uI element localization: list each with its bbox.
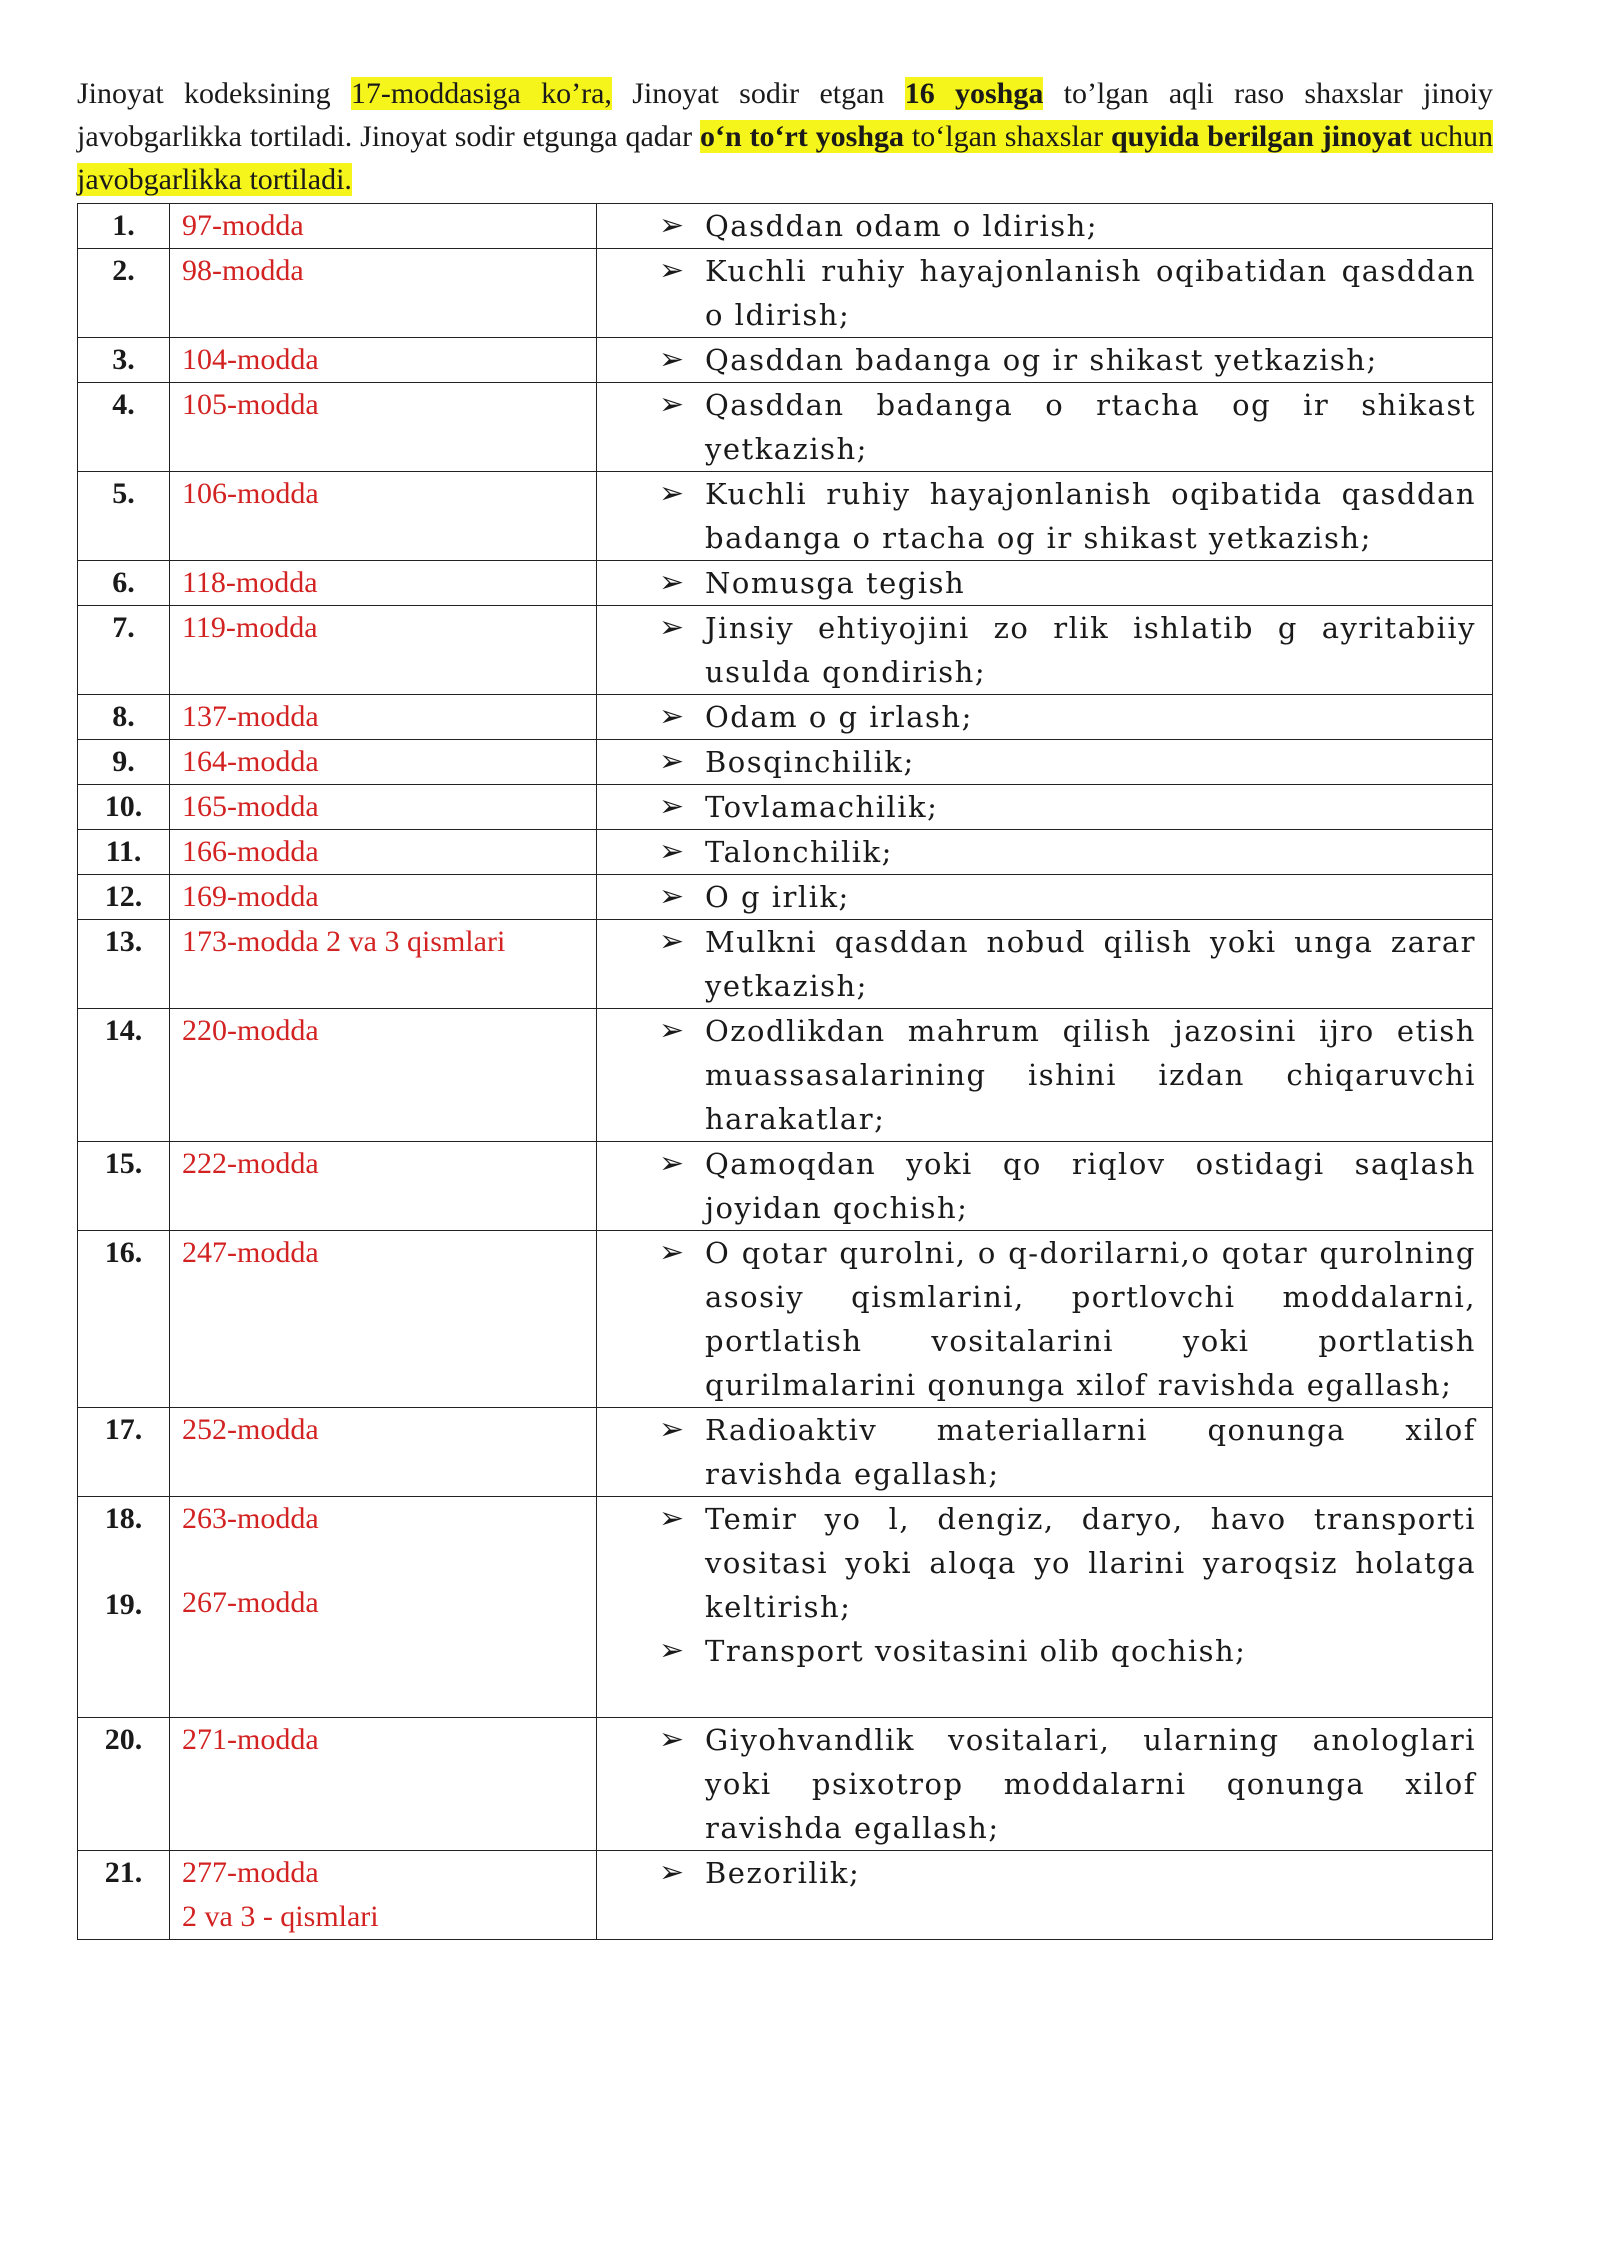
row-number-cell <box>78 875 170 920</box>
intro-highlight-age14: o‘n to‘rt yoshga <box>699 120 905 153</box>
arrow-bullet-icon: ➢ <box>659 924 686 959</box>
article-cell <box>170 1009 597 1142</box>
row-number: 13. <box>104 925 143 958</box>
arrow-bullet-icon: ➢ <box>659 1722 686 1757</box>
row-number-cell <box>78 472 170 561</box>
arrow-bullet-icon: ➢ <box>659 1146 686 1181</box>
arrow-bullet-icon: ➢ <box>659 1633 686 1668</box>
row-number-cell <box>78 1009 170 1142</box>
row-number: 2. <box>112 254 135 287</box>
description-cell <box>597 1142 1493 1231</box>
intro-highlight-end: uchun javobgarlikka tortiladi. <box>77 120 1494 196</box>
table-row <box>78 383 1493 472</box>
arrow-bullet-icon: ➢ <box>659 1412 686 1447</box>
article-cell <box>170 1851 597 1940</box>
row-number-cell <box>78 338 170 383</box>
description-cell <box>597 830 1493 875</box>
table-row <box>78 830 1493 875</box>
row-number: 15. <box>104 1147 143 1180</box>
row-number: 19. <box>104 1588 143 1621</box>
crime-description: Giyohvandlik vositalari, ularning anologlari yoki psixotrop moddalarni qonunga xilof ravishda egallash; <box>705 1723 1476 1845</box>
article-label: 105-modda <box>182 388 319 421</box>
crimes-table <box>77 203 1493 1940</box>
crime-description: O g irlik; <box>705 880 850 914</box>
crime-description: Kuchli ruhiy hayajonlanish oqibatida qasddan badanga o rtacha og ir shikast yetkazish; <box>705 477 1476 555</box>
arrow-bullet-icon: ➢ <box>659 744 686 779</box>
crime-description: Ozodlikdan mahrum qilish jazosini ijro etish muassasalarining ishini izdan chiqaruvchi harakatlar; <box>705 1014 1476 1136</box>
crime-description: O qotar qurolni, o q-dorilarni,o qotar qurolning asosiy qismlarini, portlovchi moddalarni, portlatish vositalarini yoki portlatish qurilmalarini qonunga xilof ravishda egallash; <box>705 1236 1476 1402</box>
crime-description: Temir yo l, dengiz, daryo, havo transporti vositasi yoki aloqa yo llarini yaroqsiz holatga keltirish; <box>705 1502 1476 1624</box>
crime-description: Qasddan badanga o rtacha og ir shikast yetkazish; <box>705 388 1476 466</box>
table-row <box>78 785 1493 830</box>
article-label: 97-modda <box>182 209 304 242</box>
table-row <box>78 606 1493 695</box>
row-number: 17. <box>104 1413 143 1446</box>
description-cell <box>597 383 1493 472</box>
description-cell <box>597 204 1493 249</box>
row-number: 5. <box>112 477 135 510</box>
row-number-cell <box>78 249 170 338</box>
description-cell <box>597 1497 1493 1718</box>
row-number-cell <box>78 1497 170 1718</box>
arrow-bullet-icon: ➢ <box>659 476 686 511</box>
description-cell <box>597 1009 1493 1142</box>
article-label: 220-modda <box>182 1014 319 1047</box>
table-row <box>78 1231 1493 1408</box>
article-label: 247-modda <box>182 1236 319 1269</box>
intro-text-2: Jinoyat sodir etgan <box>611 77 905 110</box>
description-cell <box>597 920 1493 1009</box>
article-cell <box>170 875 597 920</box>
row-number-cell <box>78 606 170 695</box>
table-row <box>78 1009 1493 1142</box>
row-number: 3. <box>112 343 135 376</box>
document-page <box>77 72 1493 1940</box>
intro-paragraph <box>77 72 1493 201</box>
table-row <box>78 338 1493 383</box>
article-label: 165-modda <box>182 790 319 823</box>
table-row <box>78 875 1493 920</box>
arrow-bullet-icon: ➢ <box>659 387 686 422</box>
intro-text-3: to’lgan aqli raso shaxslar jinoiy javobgarlikka tortiladi. Jinoyat sodir etgunga qadar <box>77 77 1493 153</box>
row-number: 16. <box>104 1236 143 1269</box>
arrow-bullet-icon: ➢ <box>659 879 686 914</box>
arrow-bullet-icon: ➢ <box>659 789 686 824</box>
table-row <box>78 1718 1493 1851</box>
article-cell <box>170 695 597 740</box>
row-number: 4. <box>112 388 135 421</box>
crime-description: Tovlamachilik; <box>705 790 939 824</box>
table-row <box>78 740 1493 785</box>
row-number: 7. <box>112 611 135 644</box>
table-row <box>78 561 1493 606</box>
article-cell <box>170 830 597 875</box>
intro-highlight-article: 17-moddasiga ko’ra, <box>350 77 612 110</box>
crime-description: Nomusga tegish <box>705 566 966 600</box>
row-number-cell <box>78 1718 170 1851</box>
crime-description: Qamoqdan yoki qo riqlov ostidagi saqlash joyidan qochish; <box>705 1147 1476 1225</box>
row-number: 20. <box>104 1723 143 1756</box>
row-number: 18. <box>104 1502 143 1535</box>
table-row <box>78 1497 1493 1718</box>
intro-text-1: Jinoyat kodeksining <box>77 77 351 110</box>
table-row <box>78 204 1493 249</box>
article-label: 104-modda <box>182 343 319 376</box>
intro-highlight-crime: quyida berilgan jinoyat <box>1110 120 1412 153</box>
description-cell <box>597 606 1493 695</box>
article-cell <box>170 740 597 785</box>
row-number-cell <box>78 920 170 1009</box>
row-number: 11. <box>105 835 142 868</box>
spacer <box>182 1541 596 1585</box>
article-cell <box>170 338 597 383</box>
row-number: 10. <box>104 790 143 823</box>
article-label: 267-modda <box>182 1586 319 1619</box>
article-cell <box>170 1408 597 1497</box>
arrow-bullet-icon: ➢ <box>659 1235 686 1270</box>
table-row <box>78 1851 1493 1940</box>
table-row <box>78 1142 1493 1231</box>
article-label: 118-modda <box>182 566 318 599</box>
article-label: 277-modda <box>182 1856 319 1889</box>
article-cell <box>170 1231 597 1408</box>
arrow-bullet-icon: ➢ <box>659 834 686 869</box>
row-number: 9. <box>112 745 135 778</box>
crime-description: Jinsiy ehtiyojini zo rlik ishlatib g ayritabiiy usulda qondirish; <box>705 611 1476 689</box>
table-row <box>78 472 1493 561</box>
crime-description: Qasddan badanga og ir shikast yetkazish; <box>705 343 1378 377</box>
description-cell <box>597 249 1493 338</box>
row-number: 14. <box>104 1014 143 1047</box>
row-number-cell <box>78 561 170 606</box>
row-number-cell <box>78 1231 170 1408</box>
article-cell <box>170 1142 597 1231</box>
arrow-bullet-icon: ➢ <box>659 565 686 600</box>
description-cell <box>597 740 1493 785</box>
article-label: 137-modda <box>182 700 319 733</box>
spacer <box>705 1673 1476 1717</box>
article-label: 263-modda <box>182 1502 319 1535</box>
description-cell <box>597 472 1493 561</box>
crime-description: Mulkni qasddan nobud qilish yoki unga zarar yetkazish; <box>705 925 1476 1003</box>
article-label: 164-modda <box>182 745 319 778</box>
row-number-cell <box>78 740 170 785</box>
article-cell <box>170 920 597 1009</box>
article-label: 271-modda <box>182 1723 319 1756</box>
table-row <box>78 249 1493 338</box>
row-number: 6. <box>112 566 135 599</box>
intro-highlight-persons: to‘lgan shaxslar <box>904 120 1111 153</box>
table-row <box>78 920 1493 1009</box>
arrow-bullet-icon: ➢ <box>659 342 686 377</box>
crime-description: Transport vositasini olib qochish; <box>705 1634 1247 1668</box>
arrow-bullet-icon: ➢ <box>659 610 686 645</box>
arrow-bullet-icon: ➢ <box>659 208 686 243</box>
crime-description: Radioaktiv materiallarni qonunga xilof ravishda egallash; <box>705 1413 1476 1491</box>
article-cell <box>170 383 597 472</box>
arrow-bullet-icon: ➢ <box>659 1855 686 1890</box>
row-number-cell <box>78 1142 170 1231</box>
row-number-cell <box>78 785 170 830</box>
article-label: 222-modda <box>182 1147 319 1180</box>
article-label: 169-modda <box>182 880 319 913</box>
article-cell <box>170 785 597 830</box>
row-number: 21. <box>104 1856 143 1889</box>
row-number-cell <box>78 1851 170 1940</box>
arrow-bullet-icon: ➢ <box>659 1501 686 1536</box>
article-cell <box>170 606 597 695</box>
row-number-cell <box>78 383 170 472</box>
article-label: 166-modda <box>182 835 319 868</box>
crime-description: Bosqinchilik; <box>705 745 915 779</box>
row-number: 8. <box>112 700 135 733</box>
row-number-cell <box>78 204 170 249</box>
intro-highlight-age16: 16 yoshga <box>904 77 1044 110</box>
article-cell <box>170 472 597 561</box>
article-cell <box>170 1497 597 1718</box>
article-cell <box>170 561 597 606</box>
row-number-cell <box>78 830 170 875</box>
article-label: 119-modda <box>182 611 318 644</box>
description-cell <box>597 1851 1493 1940</box>
article-cell <box>170 249 597 338</box>
crimes-table-body <box>78 204 1493 1940</box>
table-row <box>78 695 1493 740</box>
description-cell <box>597 695 1493 740</box>
arrow-bullet-icon: ➢ <box>659 699 686 734</box>
description-cell <box>597 785 1493 830</box>
article-label: 173-modda 2 va 3 qismlari <box>182 925 506 958</box>
crime-description: Qasddan odam o ldirish; <box>705 209 1099 243</box>
row-number: 12. <box>104 880 143 913</box>
description-cell <box>597 1408 1493 1497</box>
crime-description: Kuchli ruhiy hayajonlanish oqibatidan qasddan o ldirish; <box>705 254 1476 332</box>
table-row <box>78 1408 1493 1497</box>
description-cell <box>597 338 1493 383</box>
second-entry <box>659 1629 1476 1673</box>
article-label: 98-modda <box>182 254 304 287</box>
spacer <box>78 1541 169 1585</box>
description-cell <box>597 561 1493 606</box>
description-cell <box>597 875 1493 920</box>
row-number: 1. <box>112 209 135 242</box>
crime-description: Bezorilik; <box>705 1856 861 1890</box>
row-number-cell <box>78 695 170 740</box>
description-cell <box>597 1718 1493 1851</box>
article-cell <box>170 204 597 249</box>
article-cell <box>170 1718 597 1851</box>
row-number-cell <box>78 1408 170 1497</box>
arrow-bullet-icon: ➢ <box>659 1013 686 1048</box>
arrow-bullet-icon: ➢ <box>659 253 686 288</box>
article-label: 252-modda <box>182 1413 319 1446</box>
crime-description: Talonchilik; <box>705 835 893 869</box>
description-cell <box>597 1231 1493 1408</box>
crime-description: Odam o g irlash; <box>705 700 973 734</box>
article-label-part: 2 va 3 - qismlari <box>182 1900 379 1933</box>
article-label: 106-modda <box>182 477 319 510</box>
